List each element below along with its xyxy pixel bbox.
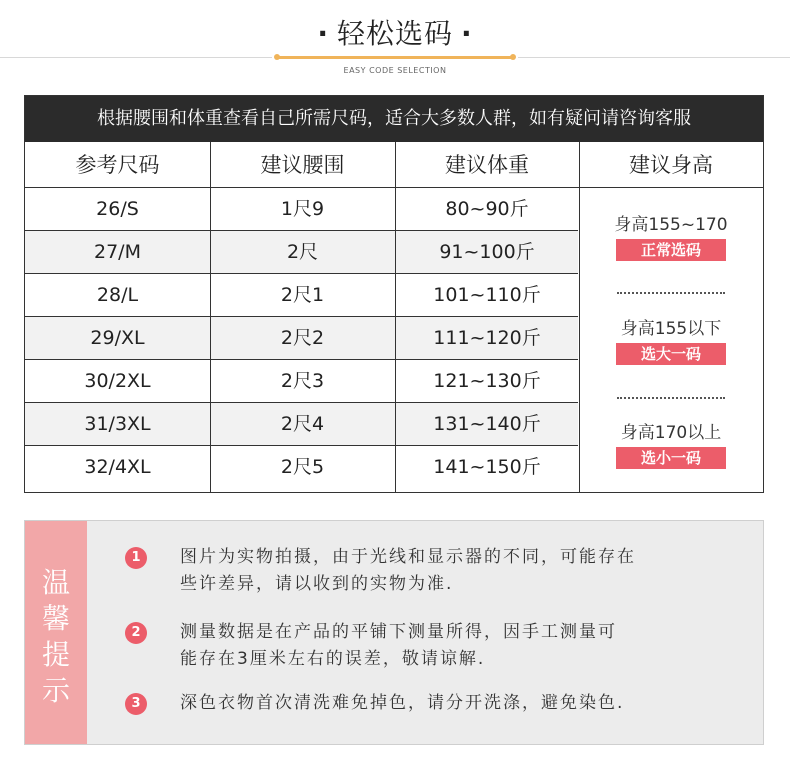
tip-text	[180, 619, 740, 673]
waist-cell: 2尺1	[280, 284, 325, 306]
table-row	[25, 188, 578, 231]
size-cell: 32/4XL	[84, 456, 151, 478]
table-row	[25, 317, 578, 360]
waist-cell: 2尺5	[280, 456, 325, 478]
height-range-text: 身高155~170	[614, 215, 728, 235]
weight-cell: 131~140斤	[433, 413, 541, 435]
dotted-divider	[617, 397, 725, 399]
size-cell: 31/3XL	[84, 413, 151, 435]
column-header-weight: 建议体重	[395, 142, 579, 188]
tip-line: 深色衣物首次清洗难免掉色，请分开洗涤，避免染色.	[180, 693, 625, 713]
height-advice-group	[579, 210, 763, 261]
table-banner: 根据腰围和体重查看自己所需尺码，适合大多数人群，如有疑问请咨询客服	[25, 96, 763, 142]
height-advice-column	[579, 188, 763, 492]
side-label-char: 示	[41, 674, 70, 707]
tip-number-badge: 2	[125, 622, 147, 644]
header-divider-left	[0, 57, 272, 58]
height-range-text: 身高170以上	[620, 423, 722, 443]
weight-cell: 91~100斤	[439, 241, 535, 263]
side-label-char: 温	[41, 566, 70, 599]
height-advice-group	[579, 314, 763, 365]
weight-cell: 101~110斤	[433, 284, 541, 306]
size-cell: 30/2XL	[84, 370, 151, 392]
height-advice-group	[579, 418, 763, 469]
dotted-divider	[617, 292, 725, 294]
table-row	[25, 360, 578, 403]
title-text: 轻松选码	[336, 17, 453, 50]
size-cell: 29/XL	[90, 327, 145, 349]
waist-cell: 2尺2	[280, 327, 325, 349]
size-advice-badge: 正常选码	[616, 239, 726, 261]
weight-cell: 121~130斤	[433, 370, 541, 392]
tip-line: 能存在3厘米左右的误差，敬请谅解.	[180, 649, 486, 669]
title-dot-left: ·	[317, 17, 329, 50]
table-row	[25, 403, 578, 446]
size-cell: 26/S	[96, 198, 139, 220]
waist-cell: 2尺	[286, 241, 319, 263]
tips-side-label	[25, 521, 87, 744]
waist-cell: 2尺3	[280, 370, 325, 392]
table-row	[25, 231, 578, 274]
page-title	[0, 12, 790, 52]
tips-panel	[24, 520, 764, 745]
tip-text	[180, 544, 740, 598]
waist-cell: 2尺4	[280, 413, 325, 435]
tip-line: 图片为实物拍摄，由于光线和显示器的不同，可能存在	[180, 547, 636, 567]
side-label-char: 提	[41, 638, 70, 671]
size-cell: 27/M	[94, 241, 141, 263]
size-table	[24, 95, 764, 493]
tip-text	[180, 690, 740, 717]
header-accent-bar	[276, 56, 514, 59]
weight-cell: 111~120斤	[433, 327, 541, 349]
tip-line: 些许差异，请以收到的实物为准.	[180, 574, 454, 594]
size-cell: 28/L	[96, 284, 139, 306]
column-header-height: 建议身高	[579, 142, 763, 188]
page-subtitle: EASY CODE SELECTION	[343, 66, 447, 75]
weight-cell: 141~150斤	[433, 456, 541, 478]
size-advice-badge: 选小一码	[616, 447, 726, 469]
table-row	[25, 446, 578, 489]
title-dot-right: ·	[461, 17, 473, 50]
waist-cell: 1尺9	[280, 198, 325, 220]
weight-cell: 80~90斤	[445, 198, 529, 220]
page-header	[0, 0, 790, 80]
header-divider-right	[518, 57, 790, 58]
tip-number-badge: 1	[125, 547, 147, 569]
tip-number-badge: 3	[125, 693, 147, 715]
column-header-size: 参考尺码	[25, 142, 210, 188]
height-range-text: 身高155以下	[620, 319, 722, 339]
side-label-char: 馨	[41, 602, 70, 635]
tip-line: 测量数据是在产品的平铺下测量所得，因手工测量可	[180, 622, 617, 642]
column-header-waist: 建议腰围	[210, 142, 395, 188]
column-divider	[210, 142, 211, 492]
table-row	[25, 274, 578, 317]
column-divider	[395, 142, 396, 492]
size-advice-badge: 选大一码	[616, 343, 726, 365]
